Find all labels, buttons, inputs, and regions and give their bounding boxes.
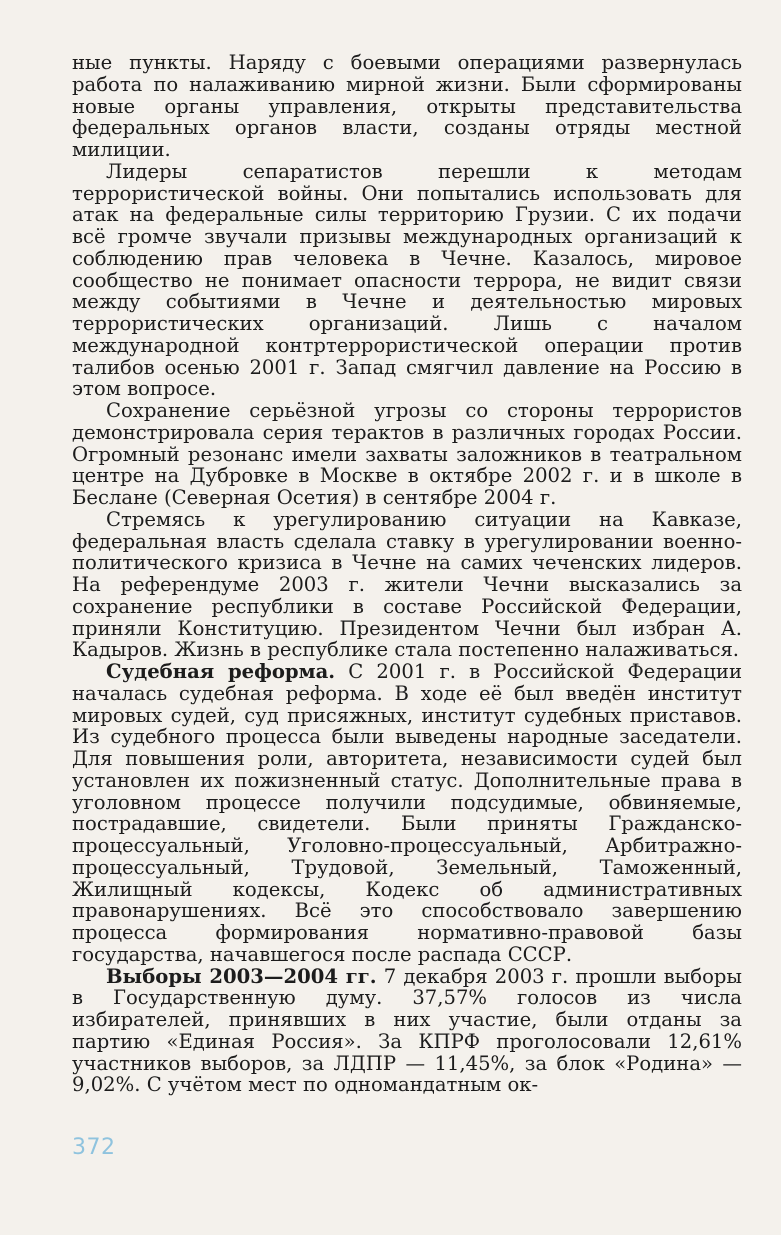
elections-text: 7 декабря 2003 г. прошли выборы в Государственную думу. 37,57% голосов из числа избирателей, принявших в них участие, были отданы за партию «Единая Россия». За КПРФ проголосовали 12,61% участников выборов, за ЛДПР — 11,45%, за блок «Родина» — 9,02%. С учётом мест по одномандатным ок-: [72, 964, 742, 1097]
paragraph-4-text: Стремясь к урегулированию ситуации на Кавказе, федеральная власть сделала ставку в урегулировании военно-политического кризиса в Чечне на самих чеченских лидеров. На референдуме 2003 г. жители Чечни высказались за сохранение республики в составе Российской Федерации, приняли Конституцию. Президентом Чечни был избран А. Кадыров. Жизнь в республике стала постепенно налаживаться.: [72, 507, 742, 662]
judicial-reform-heading: Судебная реформа.: [106, 660, 336, 683]
paragraph-1: [72, 52, 742, 161]
page-body: [72, 52, 742, 1096]
paragraph-2: [72, 161, 742, 400]
judicial-reform-text: С 2001 г. в Российской Федерации началась судебная реформа. В ходе её был введён институт мировых судей, суд присяжных, институт судебных приставов. Из судебного процесса были выведены народные заседатели. Для повышения роли, авторитета, независимости судей был установлен их пожизненный статус. Дополнительные права в уголовном процессе получили подсудимые, обвиняемые, пострадавшие, свидетели. Были приняты Гражданско-процессуальный, Уголовно-процессуальный, Арбитражно-процессуальный, Трудовой, Земельный, Таможенный, Жилищный кодексы, Кодекс об административных правонарушениях. Всё это способствовало завершению процесса формирования нормативно-правовой базы государства, начавшегося после распада СССР.: [72, 660, 743, 966]
elections-heading: Выборы 2003—2004 гг.: [106, 964, 377, 988]
paragraph-elections: [72, 966, 742, 1097]
paragraph-3-text: Сохранение серьёзной угрозы со стороны террористов демонстрировала серия терактов в различных городах России. Огромный резонанс имели захваты заложников в театральном центре на Дубровке в Москве в октябре 2002 г. и в школе в Беслане (Северная Осетия) в сентябре 2004 г.: [72, 399, 742, 509]
page-number: 372: [72, 1135, 116, 1160]
paragraph-3: [72, 400, 742, 509]
paragraph-4: [72, 509, 742, 661]
paragraph-1-text: ные пункты. Наряду с боевыми операциями развернулась работа по налаживанию мирной жизни. Были сформированы новые органы управления, открыты представительства федеральных органов власти, созданы отряды местной милиции.: [72, 51, 742, 161]
paragraph-2-text: Лидеры сепаратистов перешли к методам террористической войны. Они попытались использовать для атак на федеральные силы территорию Грузии. С их подачи всё громче звучали призывы международных организаций к соблюдению прав человека в Чечне. Казалось, мировое сообщество не понимает опасности террора, не видит связи между событиями в Чечне и деятельностью мировых террористических организаций. Лишь с началом международной контртеррористической операции против талибов осенью 2001 г. Запад смягчил давление на Россию в этом вопросе.: [72, 159, 742, 401]
paragraph-judicial-reform: [72, 661, 742, 966]
